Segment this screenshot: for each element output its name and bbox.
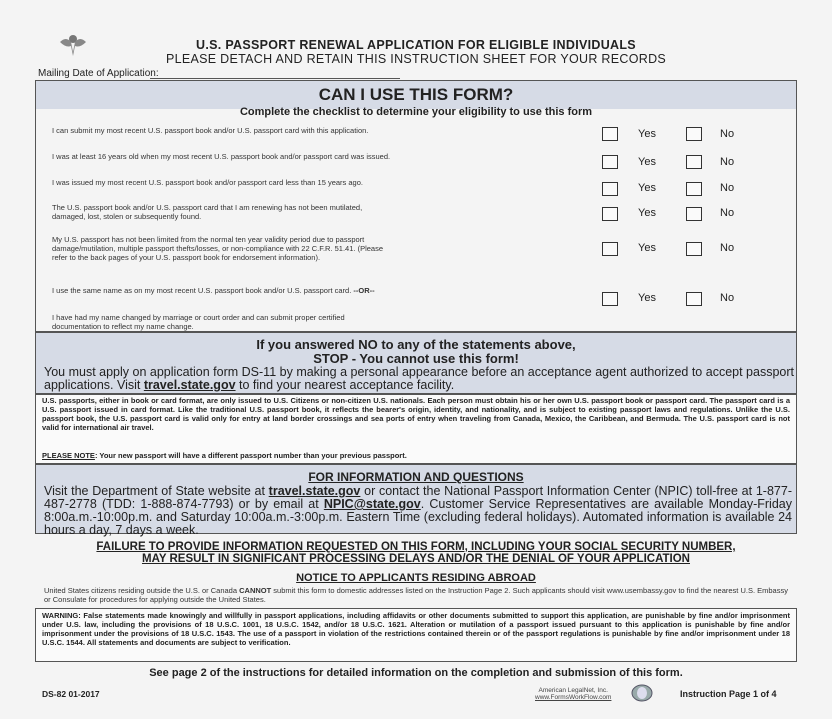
yes-checkbox[interactable] <box>602 155 618 169</box>
no-checkbox[interactable] <box>686 207 702 221</box>
no-label: No <box>720 207 735 219</box>
yes-label: Yes <box>638 242 656 254</box>
yes-label: Yes <box>638 207 656 219</box>
or-label: --OR-- <box>353 286 375 295</box>
form-number: DS-82 01-2017 <box>42 689 100 699</box>
no-label: No <box>720 292 735 304</box>
yes-label: Yes <box>638 292 656 304</box>
mailing-date-label: Mailing Date of Application: <box>38 68 159 79</box>
yes-label: Yes <box>638 182 656 194</box>
no-label: No <box>720 156 735 168</box>
publisher-info: American LegalNet, Inc. www.FormsWorkFlow.com <box>535 687 612 701</box>
checklist-question <box>52 286 392 295</box>
yes-label: Yes <box>638 156 656 168</box>
no-checkbox[interactable] <box>686 182 702 196</box>
checklist-question-text: I use the same name as on my most recent U.S. passport book and/or U.S. passport card. <box>52 286 352 295</box>
yes-checkbox[interactable] <box>602 127 618 141</box>
please-note: PLEASE NOTE: Your new passport will have a different passport number than your previous passport. <box>42 451 407 460</box>
checklist-question: The U.S. passport book and/or U.S. passport card that I am renewing has not been mutilated, damaged, lost, stolen or subsequently found. <box>52 203 363 221</box>
checklist-question: I was at least 16 years old when my most recent U.S. passport book and/or passport card was issued. <box>52 152 391 161</box>
see-page-instructions: See page 2 of the instructions for detailed information on the completion and submission of this form. <box>149 667 683 679</box>
no-checkbox[interactable] <box>686 127 702 141</box>
notice-abroad-title: NOTICE TO APPLICANTS RESIDING ABROAD <box>296 572 536 584</box>
information-title: FOR INFORMATION AND QUESTIONS <box>308 470 524 484</box>
npic-email-link[interactable]: NPIC@state.gov <box>323 497 421 511</box>
yes-checkbox[interactable] <box>602 207 618 221</box>
checklist-subtitle: Complete the checklist to determine your eligibility to use this form <box>239 106 593 118</box>
failure-notice: FAILURE TO PROVIDE INFORMATION REQUESTED ON THIS FORM, INCLUDING YOUR SOCIAL SECURITY NUMBER, MAY RESULT IN SIGNIFICANT PROCESSING DELAYS AND/OR THE DENIAL OF YOUR APPLICATION <box>96 541 736 565</box>
yes-checkbox[interactable] <box>602 292 618 306</box>
no-checkbox[interactable] <box>686 292 702 306</box>
stop-instructions: You must apply on application form DS-11 by making a personal appearance before an acceptance agent authorized to accept passport applications. Visit travel.state.gov to find your nearest acceptance facility. <box>44 365 794 392</box>
no-label: No <box>720 182 735 194</box>
yes-checkbox[interactable] <box>602 182 618 196</box>
form-subtitle: PLEASE DETACH AND RETAIN THIS INSTRUCTION SHEET FOR YOUR RECORDS <box>165 52 667 66</box>
warning-text: WARNING: False statements made knowingly and willfully in passport applications, including affidavits or other documents submitted to support this application, are punishable by fine and/or imprisonment under U.S. law, including the provisions of 18 U.S.C. 1001, 18 U.S.C. 1542, and/or 18 U.S.C. 1621. Alteration or mutilation of a passport issued pursuant to this application is punishable by fine and/or imprisonment under the provisions of 18 U.S.C. 1543. The use of a passport in violation of the restrictions contained therein or of the passport regulations is punishable by fine and/or imprisonment under 18 U.S.C. 1544. All statements and documents are subject to verification. <box>42 611 790 647</box>
checklist-title: CAN I USE THIS FORM? <box>36 81 796 109</box>
checklist-question: My U.S. passport has not been limited from the normal ten year validity period due to passport damage/mutilation, multiple passport thefts/losses, or non-compliance with 22 C.F.R. 51.41. (Please refer to the back pages of your U.S. passport book for endorsement information). <box>52 235 383 262</box>
yes-label: Yes <box>638 128 656 140</box>
no-label: No <box>720 128 735 140</box>
mailing-date-field[interactable] <box>150 78 400 79</box>
travel-state-gov-link[interactable]: travel.state.gov <box>268 484 361 498</box>
passport-card-text: U.S. passports, either in book or card format, are only issued to U.S. Citizens or non-citizen U.S. nationals. Each person must obtain his or her own U.S. passport book or passport card. The passport card is a U.S. passport issued in card format. Like the traditional U.S. passport book, it reflects the bearer's origin, identity, and nationality, and is subject to existing passport laws and regulations. Unlike the U.S. passport book, the U.S. passport card is valid only for entry at land border crossings and sea ports of entry when traveling from Canada, Mexico, the Caribbean, and Bermuda. The U.S. passport card is not valid for international air travel. <box>42 396 790 432</box>
form-title: U.S. PASSPORT RENEWAL APPLICATION FOR ELIGIBLE INDIVIDUALS <box>196 38 636 52</box>
stop-heading: If you answered NO to any of the statements above, <box>256 337 576 352</box>
checklist-question: I have had my name changed by marriage or court order and can submit proper certified documentation to reflect my name change. <box>52 313 345 331</box>
yes-checkbox[interactable] <box>602 242 618 256</box>
stop-warning: STOP - You cannot use this form! <box>313 351 519 366</box>
notice-abroad-text: United States citizens residing outside the U.S. or Canada CANNOT submit this form to domestic addresses listed on the Instruction Page 2. Such applicants should visit www.usembassy.gov to find the nearest U.S. Embassy or Consulate for procedures for applying outside the United States. <box>44 586 788 604</box>
no-checkbox[interactable] <box>686 155 702 169</box>
no-checkbox[interactable] <box>686 242 702 256</box>
travel-state-gov-link[interactable]: travel.state.gov <box>143 378 236 392</box>
no-label: No <box>720 242 735 254</box>
publisher-logo-icon <box>630 684 654 702</box>
checklist-question: I can submit my most recent U.S. passport book and/or U.S. passport card with this application. <box>52 126 369 135</box>
information-text: Visit the Department of State website at travel.state.gov or contact the National Passport Information Center (NPIC) toll-free at 1-877-487-2778 (TDD: 1-888-874-7793) or by email at NPIC@state.gov. Customer Service Representatives are available Monday-Friday 8:00a.m.-10:00p.m. and Saturday 10:00a.m.-3:00p.m. Eastern Time (excluding federal holidays). Automated information is available 24 hours a day, 7 days a week. <box>44 484 792 537</box>
checklist-question: I was issued my most recent U.S. passport book and/or passport card less than 15 years ago. <box>52 178 363 187</box>
page-indicator: Instruction Page 1 of 4 <box>680 689 777 699</box>
